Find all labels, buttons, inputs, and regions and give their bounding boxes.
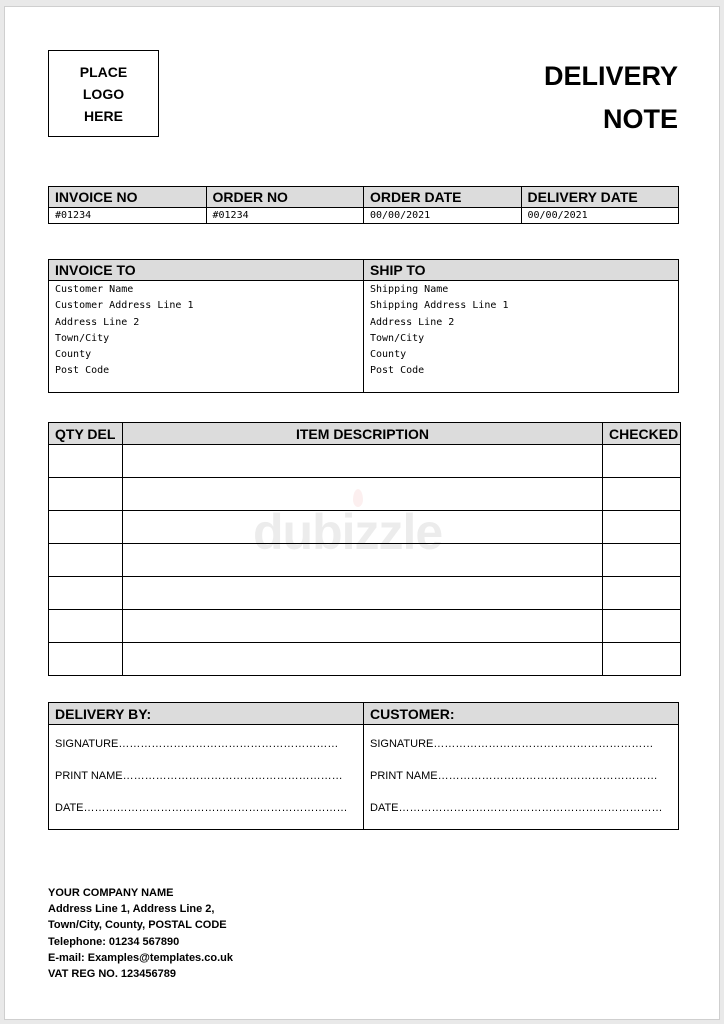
customer-date-field[interactable]: DATE……………………………………………………………… <box>370 802 663 814</box>
description-cell[interactable] <box>123 643 603 676</box>
table-row <box>49 577 681 610</box>
title-line-2: NOTE <box>602 104 678 134</box>
invoice-to-line: Address Line 2 <box>55 316 140 328</box>
qty-cell[interactable] <box>49 445 123 478</box>
company-email: E-mail: Examples@templates.co.uk <box>48 951 233 964</box>
invoice-to-line: County <box>55 349 92 361</box>
invoice-to-address <box>49 281 364 393</box>
table-row <box>49 610 681 643</box>
invoice-to-line: Customer Address Line 1 <box>55 300 194 312</box>
delivery-date-field[interactable]: DATE……………………………………………………………… <box>55 802 348 814</box>
invoice-to-heading: INVOICE TO <box>49 260 364 281</box>
signature-table <box>48 702 679 830</box>
header-delivery-date: DELIVERY DATE <box>521 187 679 208</box>
qty-cell[interactable] <box>49 544 123 577</box>
ship-to-line: Shipping Address Line 1 <box>370 300 509 312</box>
ship-to-line: Address Line 2 <box>370 316 455 328</box>
qty-cell[interactable] <box>49 478 123 511</box>
checked-cell[interactable] <box>603 544 681 577</box>
flame-icon <box>353 489 363 507</box>
invoice-to-line: Customer Name <box>55 284 134 295</box>
ship-to-line: Shipping Name <box>370 284 449 295</box>
invoice-to-line: Town/City <box>55 332 110 344</box>
description-cell[interactable] <box>123 610 603 643</box>
order-no-value: #01234 <box>206 208 364 224</box>
customer-heading: CUSTOMER: <box>364 703 679 725</box>
company-name: YOUR COMPANY NAME <box>48 887 174 899</box>
description-cell[interactable] <box>123 445 603 478</box>
customer-print-name-field[interactable]: PRINT NAME…………………………………………………… <box>370 770 658 782</box>
document-title <box>544 55 678 141</box>
delivery-signature-field[interactable]: SIGNATURE…………………………………………………… <box>55 738 339 750</box>
company-footer <box>48 885 233 982</box>
ship-to-line: Post Code <box>370 365 425 377</box>
qty-cell[interactable] <box>49 511 123 544</box>
checked-cell[interactable] <box>603 643 681 676</box>
header-qty-del: QTY DEL <box>49 423 123 445</box>
ship-to-heading: SHIP TO <box>364 260 679 281</box>
table-row <box>49 643 681 676</box>
logo-placeholder <box>48 50 159 137</box>
invoice-no-value: #01234 <box>49 208 207 224</box>
checked-cell[interactable] <box>603 610 681 643</box>
company-vat: VAT REG NO. 123456789 <box>48 968 176 981</box>
qty-cell[interactable] <box>49 610 123 643</box>
qty-cell[interactable] <box>49 577 123 610</box>
order-info-table <box>48 186 679 224</box>
delivery-print-name-field[interactable]: PRINT NAME…………………………………………………… <box>55 770 343 782</box>
customer-fields <box>364 725 679 830</box>
ship-to-line: Town/City <box>370 332 425 344</box>
watermark-text: dubizzle <box>253 504 443 560</box>
delivery-date-value: 00/00/2021 <box>521 208 679 224</box>
title-line-1: DELIVERY <box>543 61 678 91</box>
checked-cell[interactable] <box>603 478 681 511</box>
logo-line-1: PLACE LOGO <box>79 63 128 102</box>
customer-signature-field[interactable]: SIGNATURE…………………………………………………… <box>370 738 654 750</box>
invoice-to-line: Post Code <box>55 365 110 377</box>
qty-cell[interactable] <box>49 643 123 676</box>
header-invoice-no: INVOICE NO <box>49 187 207 208</box>
checked-cell[interactable] <box>603 511 681 544</box>
delivery-by-heading: DELIVERY BY: <box>49 703 364 725</box>
header-checked: CHECKED <box>603 423 681 445</box>
logo-line-2: HERE <box>84 107 123 124</box>
checked-cell[interactable] <box>603 445 681 478</box>
header-order-no: ORDER NO <box>206 187 364 208</box>
checked-cell[interactable] <box>603 577 681 610</box>
company-address-2: Town/City, County, POSTAL CODE <box>48 919 227 932</box>
order-date-value: 00/00/2021 <box>364 208 522 224</box>
header-item-description: ITEM DESCRIPTION <box>123 423 603 445</box>
ship-to-line: County <box>370 349 407 361</box>
table-row <box>49 445 681 478</box>
header-order-date: ORDER DATE <box>364 187 522 208</box>
ship-to-address <box>364 281 679 393</box>
delivery-note-page <box>4 6 720 1020</box>
dubizzle-watermark <box>253 503 442 561</box>
delivery-by-fields <box>49 725 364 830</box>
address-table <box>48 259 679 393</box>
description-cell[interactable] <box>123 577 603 610</box>
company-telephone: Telephone: 01234 567890 <box>48 935 180 948</box>
company-address-1: Address Line 1, Address Line 2, <box>48 903 215 916</box>
